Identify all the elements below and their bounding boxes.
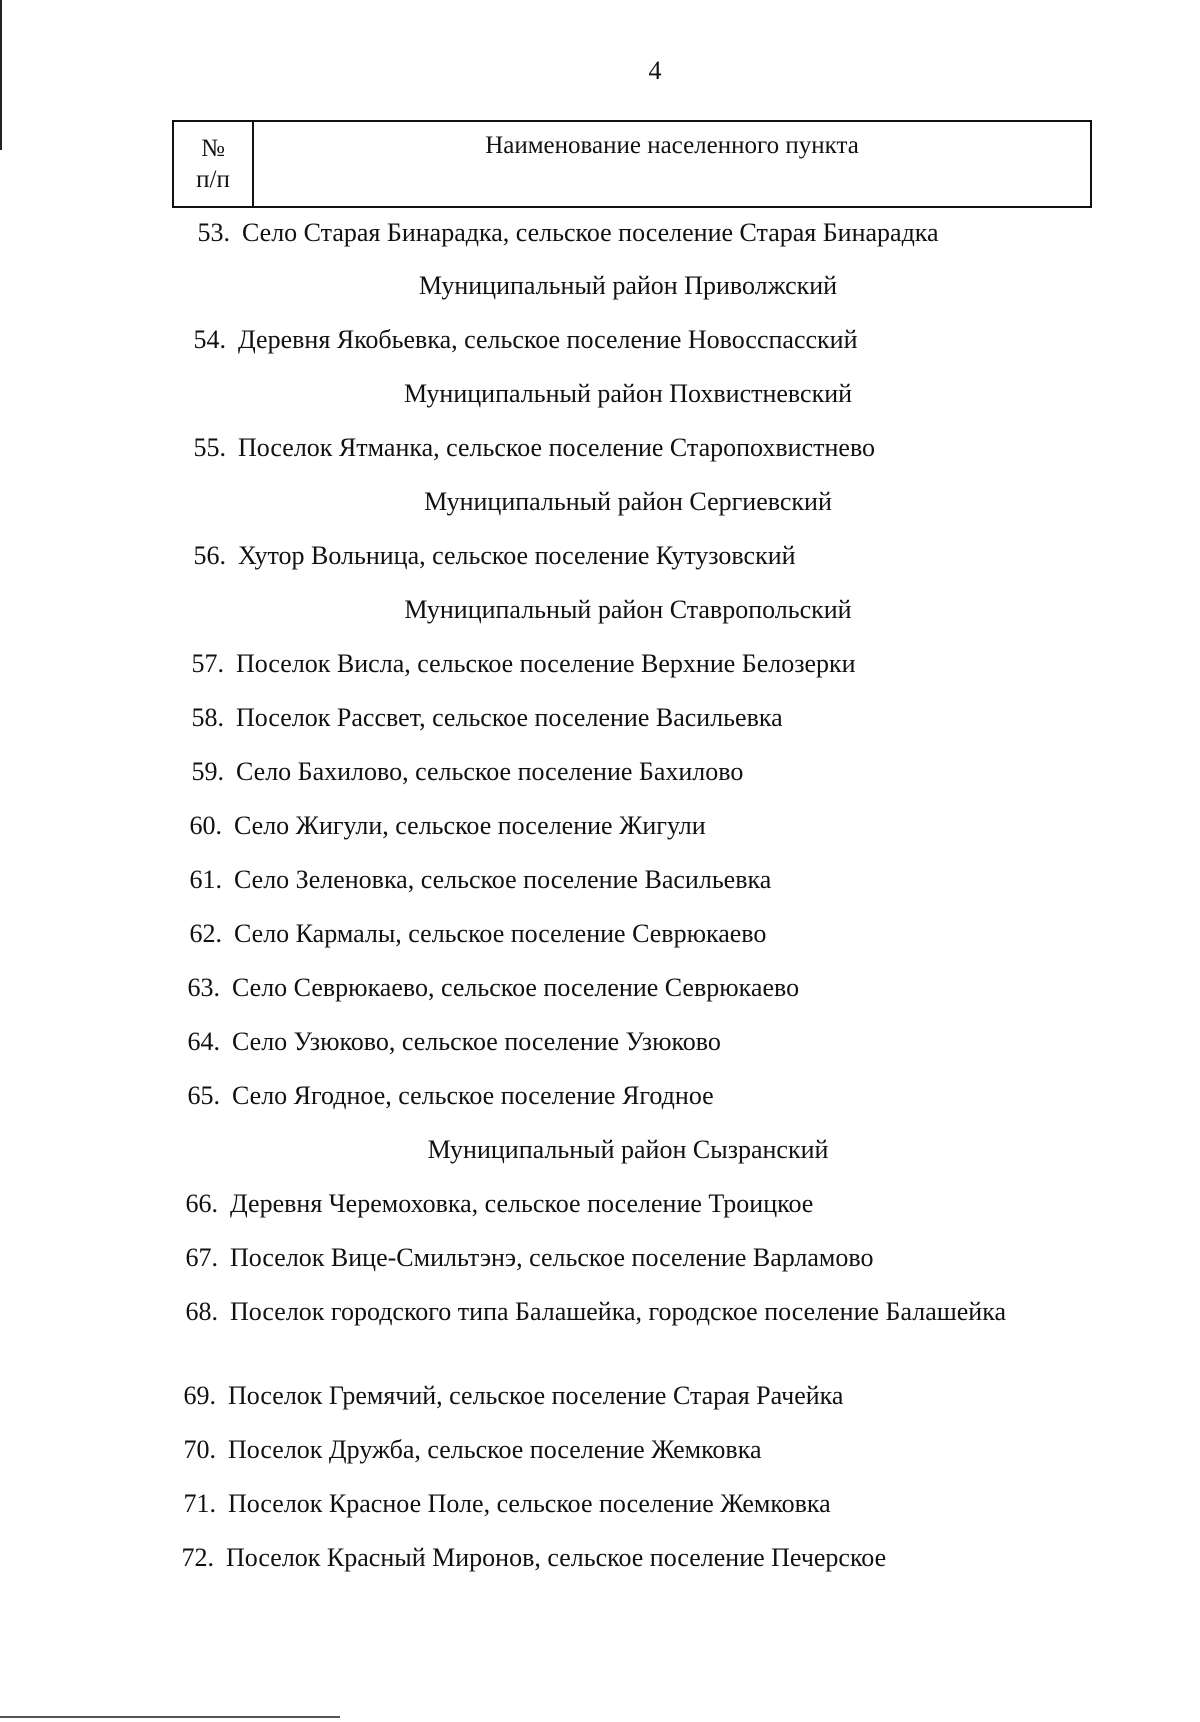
item-number: 58. (191, 703, 224, 732)
list-item (170, 866, 771, 894)
item-number: 64. (187, 1027, 220, 1056)
page-number: 4 (648, 56, 662, 85)
item-number: 71. (183, 1489, 216, 1518)
item-text: Поселок Красный Миронов, сельское поселение Печерское (226, 1543, 887, 1572)
list-item (170, 920, 766, 948)
list-item (166, 1298, 1006, 1326)
table-header (172, 120, 1092, 208)
item-number: 63. (187, 973, 220, 1002)
list-item (168, 974, 799, 1002)
list-item (172, 650, 856, 678)
list-item (174, 326, 858, 354)
item-text: Хутор Вольница, сельское поселение Кутузовский (238, 541, 796, 570)
item-number: 72. (181, 1543, 214, 1572)
header-number-symbol: № (201, 135, 225, 162)
item-text: Деревня Черемоховка, сельское поселение Троицкое (230, 1189, 814, 1218)
district-heading: Муниципальный район Сызранский (427, 1135, 829, 1164)
list-item (166, 1244, 873, 1272)
item-number: 65. (187, 1081, 220, 1110)
item-text: Село Кармалы, сельское поселение Севрюкаево (234, 919, 767, 948)
item-text: Село Жигули, сельское поселение Жигули (234, 811, 706, 840)
district-heading: Муниципальный район Ставропольский (404, 595, 852, 624)
header-number-abbrev: п/п (196, 166, 230, 193)
item-number: 68. (185, 1297, 218, 1326)
item-text: Поселок Вице-Смильтэнэ, сельское поселение Варламово (230, 1243, 874, 1272)
list-item (172, 758, 743, 786)
item-text: Поселок Гремячий, сельское поселение Старая Рачейка (228, 1381, 844, 1410)
list-item (162, 1544, 886, 1572)
item-number: 60. (189, 811, 222, 840)
item-number: 59. (191, 757, 224, 786)
scan-bottom-line (0, 1716, 340, 1718)
header-name-column: Наименование населенного пункта (485, 132, 859, 159)
item-text: Село Узюково, сельское поселение Узюково (232, 1027, 721, 1056)
list-item (170, 812, 706, 840)
item-text: Село Ягодное, сельское поселение Ягодное (232, 1081, 714, 1110)
item-number: 53. (197, 218, 230, 247)
item-number: 66. (185, 1189, 218, 1218)
district-heading: Муниципальный район Похвистневский (403, 379, 853, 408)
item-text: Село Бахилово, сельское поселение Бахилово (236, 757, 744, 786)
item-number: 56. (193, 541, 226, 570)
list-item (164, 1490, 831, 1518)
district-heading: Муниципальный район Сергиевский (424, 487, 832, 516)
item-number: 67. (185, 1243, 218, 1272)
item-number: 54. (193, 325, 226, 354)
item-number: 69. (183, 1381, 216, 1410)
item-number: 62. (189, 919, 222, 948)
item-text: Село Севрюкаево, сельское поселение Севрюкаево (232, 973, 800, 1002)
item-text: Поселок Ятманка, сельское поселение Старопохвистнево (238, 433, 876, 462)
item-text: Село Зеленовка, сельское поселение Васильевка (234, 865, 772, 894)
item-text: Деревня Якобьевка, сельское поселение Новосспасский (238, 325, 858, 354)
district-heading: Муниципальный район Приволжский (418, 271, 838, 300)
item-number: 70. (183, 1435, 216, 1464)
item-text: Поселок Красное Поле, сельское поселение Жемковка (228, 1489, 831, 1518)
list-item (166, 1190, 813, 1218)
list-item (164, 1436, 761, 1464)
item-text: Поселок Рассвет, сельское поселение Васильевка (236, 703, 783, 732)
list-item (178, 219, 939, 247)
item-number: 61. (189, 865, 222, 894)
list-item (172, 704, 783, 732)
item-text: Поселок городского типа Балашейка, городское поселение Балашейка (230, 1297, 1007, 1326)
list-item (168, 1082, 714, 1110)
list-item (164, 1382, 843, 1410)
list-item (168, 1028, 721, 1056)
item-number: 57. (191, 649, 224, 678)
item-text: Село Старая Бинарадка, сельское поселение Старая Бинарадка (242, 218, 939, 247)
item-text: Поселок Дружба, сельское поселение Жемковка (228, 1435, 762, 1464)
header-number-column (174, 122, 254, 206)
list-item (174, 542, 796, 570)
list-item (174, 434, 875, 462)
item-number: 55. (193, 433, 226, 462)
item-text: Поселок Висла, сельское поселение Верхние Белозерки (236, 649, 856, 678)
